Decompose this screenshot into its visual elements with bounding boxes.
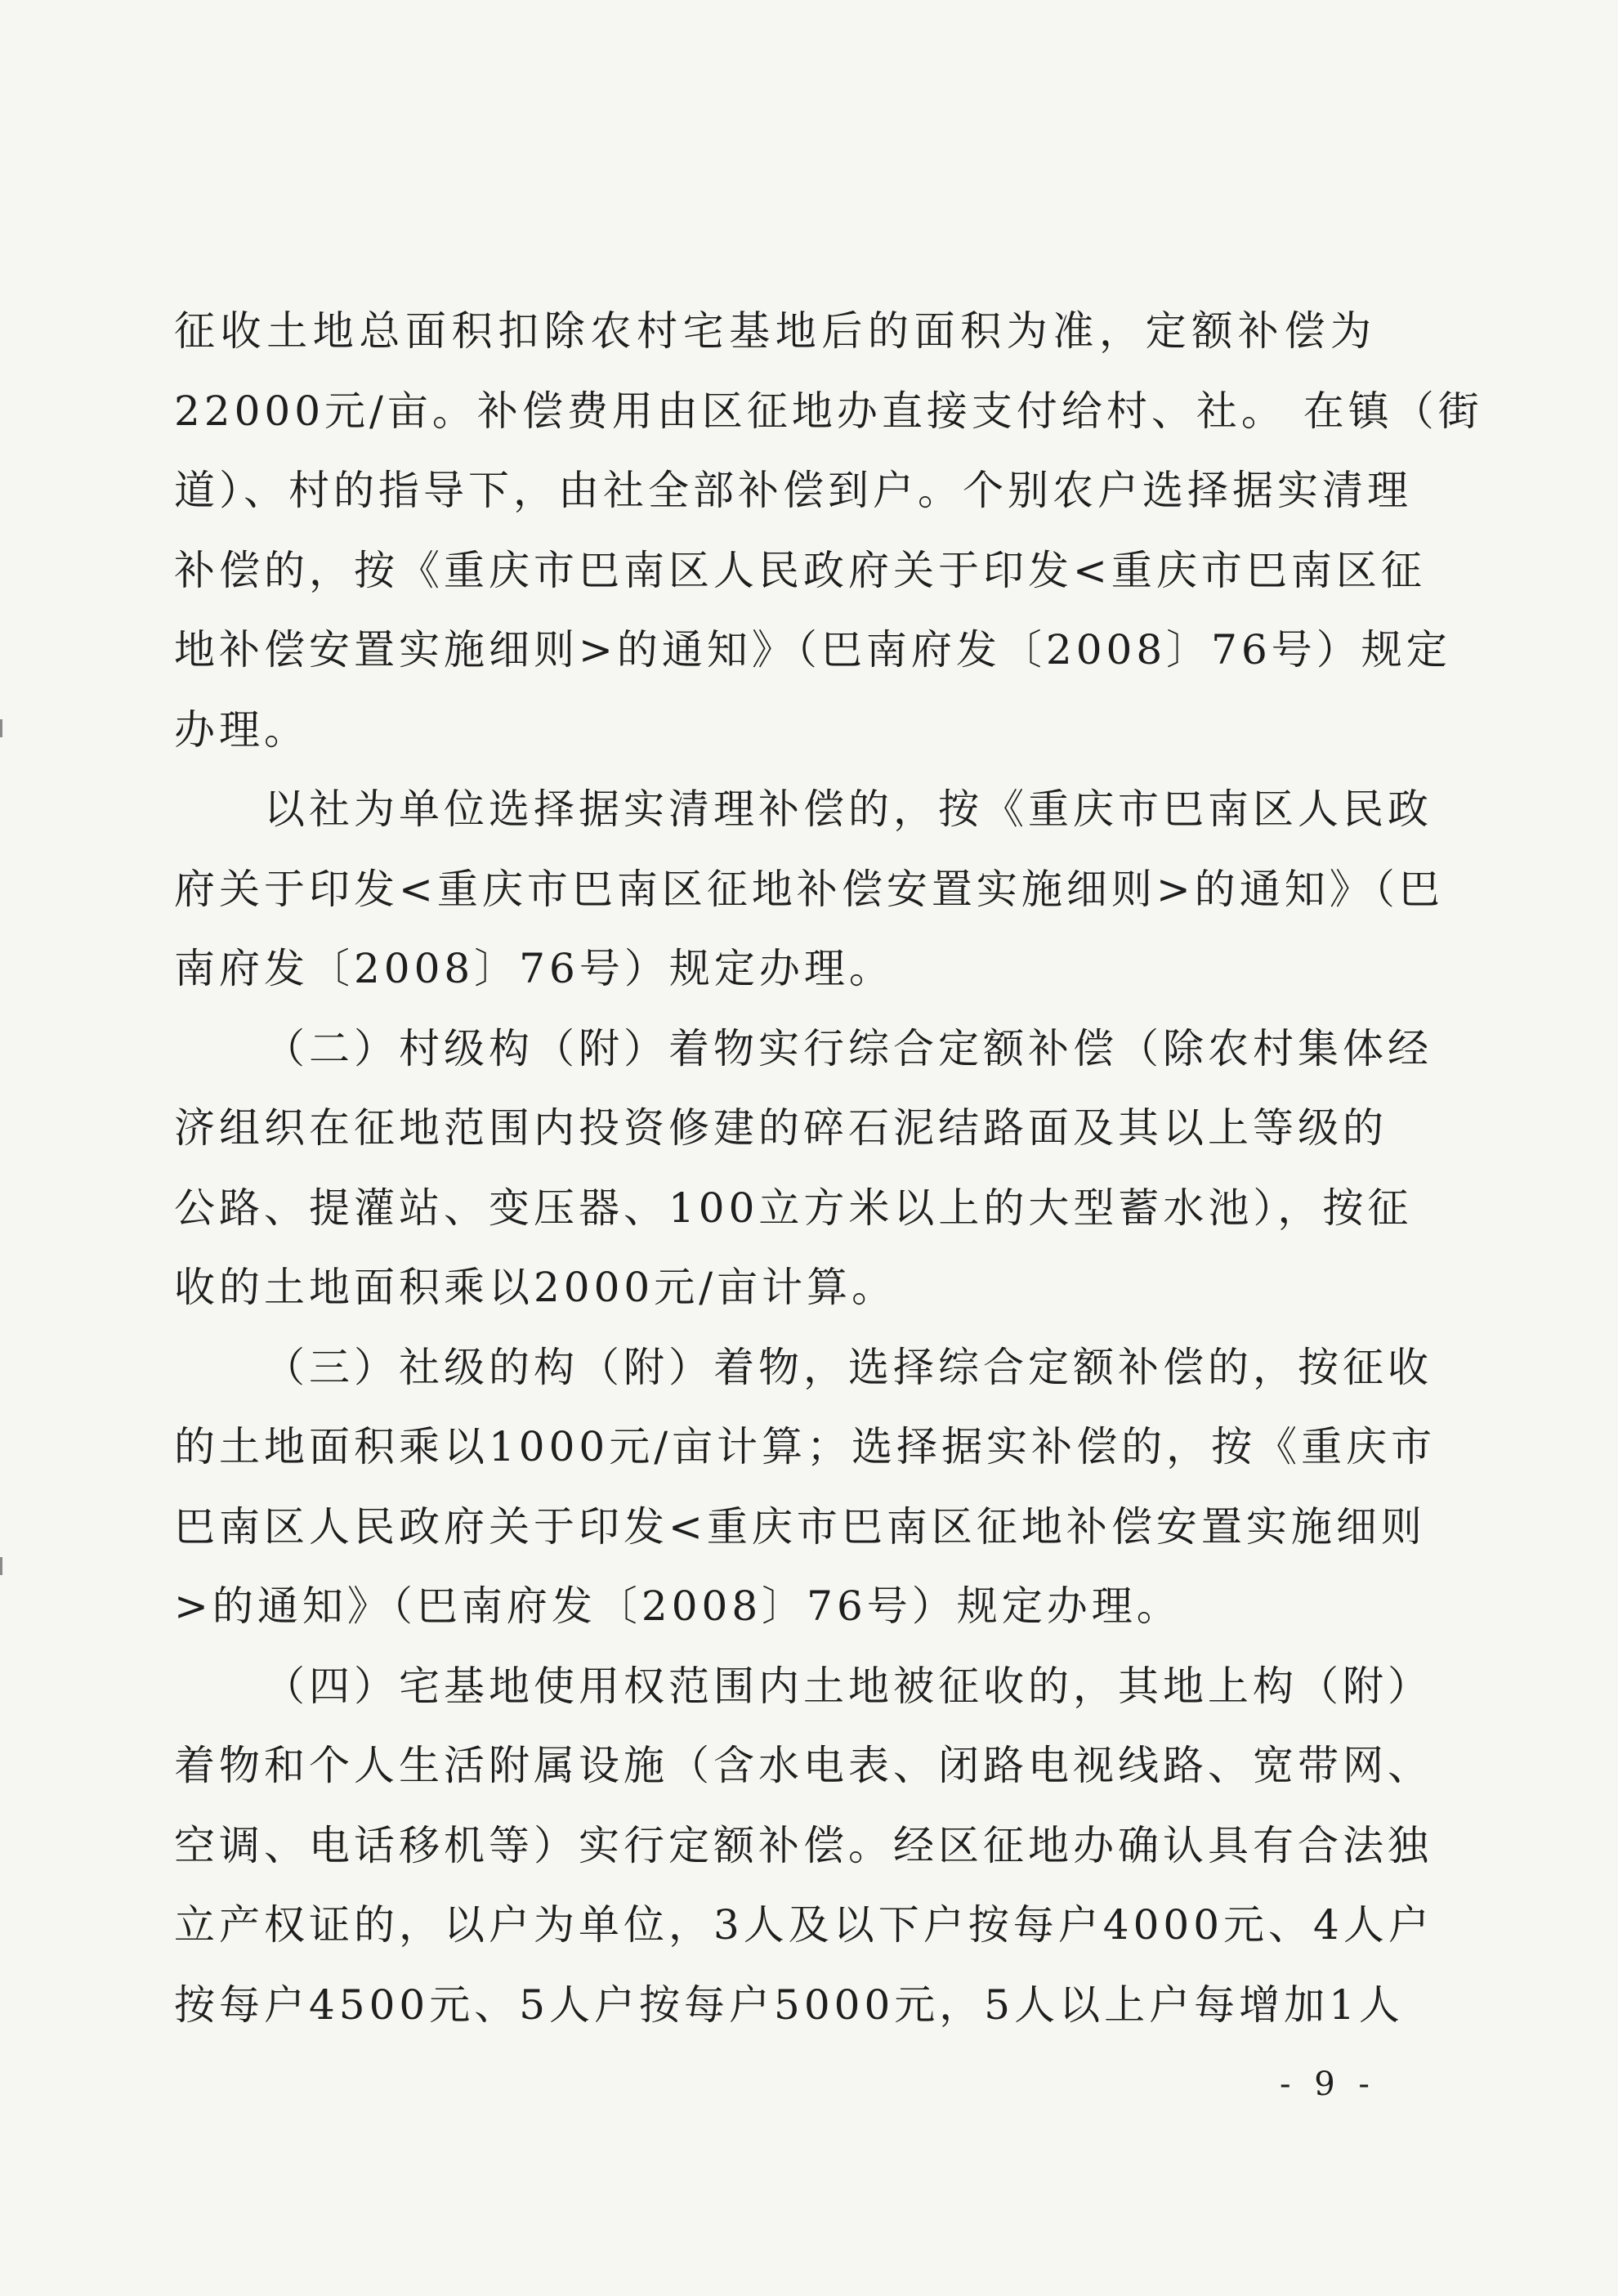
text-line: 空调、电话移机等）实行定额补偿。经区征地办确认具有合法独 [174,1821,1433,1869]
text-line: 济组织在征地范围内投资修建的碎石泥结路面及其以上等级的 [174,1104,1388,1152]
text-line: 立产权证的，以户为单位，3人及以下户按每户4000元、4人户 [174,1901,1433,1949]
paragraph-start-line: （四）宅基地使用权范围内土地被征收的，其地上构（附） [264,1662,1433,1710]
paragraph-start-line: 以社为单位选择据实清理补偿的，按《重庆市巴南区人民政 [264,785,1433,833]
text-line: 道）、村的指导下，由社全部补偿到户。个别农户选择据实清理 [174,467,1412,514]
text-line: 收的土地面积乘以2000元/亩计算。 [174,1264,897,1311]
body-text [174,292,1483,2045]
text-line: 办理。 [174,705,309,754]
text-line: >的通知》（巴南府发〔2008〕76号）规定办理。 [174,1582,1182,1630]
paragraph-start-line: （三）社级的构（附）着物，选择综合定额补偿的，按征收 [264,1343,1433,1391]
text-line: 南府发〔2008〕76号）规定办理。 [174,945,894,992]
text-line: 府关于印发<重庆市巴南区征地补偿安置实施细则>的通知》（巴 [174,865,1444,913]
text-line: 补偿的，按《重庆市巴南区人民政府关于印发<重庆市巴南区征 [174,546,1426,594]
scan-margin-mark [0,719,2,737]
text-line: 的土地面积乘以1000元/亩计算；选择据实补偿的，按《重庆市 [174,1423,1437,1470]
paragraph-start-line: （二）村级构（附）着物实行综合定额补偿（除农村集体经 [264,1024,1433,1072]
page-number: - 9 - [1280,2066,1376,2103]
text-line: 22000元/亩。补偿费用由区征地办直接支付给村、社。 在镇（街 [174,387,1483,435]
text-line: 按每户4500元、5人户按每户5000元，5人以上户每增加1人 [174,1980,1404,2029]
scan-margin-mark [0,1557,2,1575]
text-line: 着物和个人生活附属设施（含水电表、闭路电视线路、宽带网、 [174,1742,1433,1789]
text-line: 巴南区人民政府关于印发<重庆市巴南区征地补偿安置实施细则 [174,1502,1426,1551]
text-line: 征收土地总面积扣除农村宅基地后的面积为准，定额补偿为 [174,307,1375,355]
text-line: 地补偿安置实施细则>的通知》（巴南府发〔2008〕76号）规定 [174,626,1451,674]
text-line: 公路、提灌站、变压器、100立方米以上的大型蓄水池），按征 [174,1184,1413,1232]
